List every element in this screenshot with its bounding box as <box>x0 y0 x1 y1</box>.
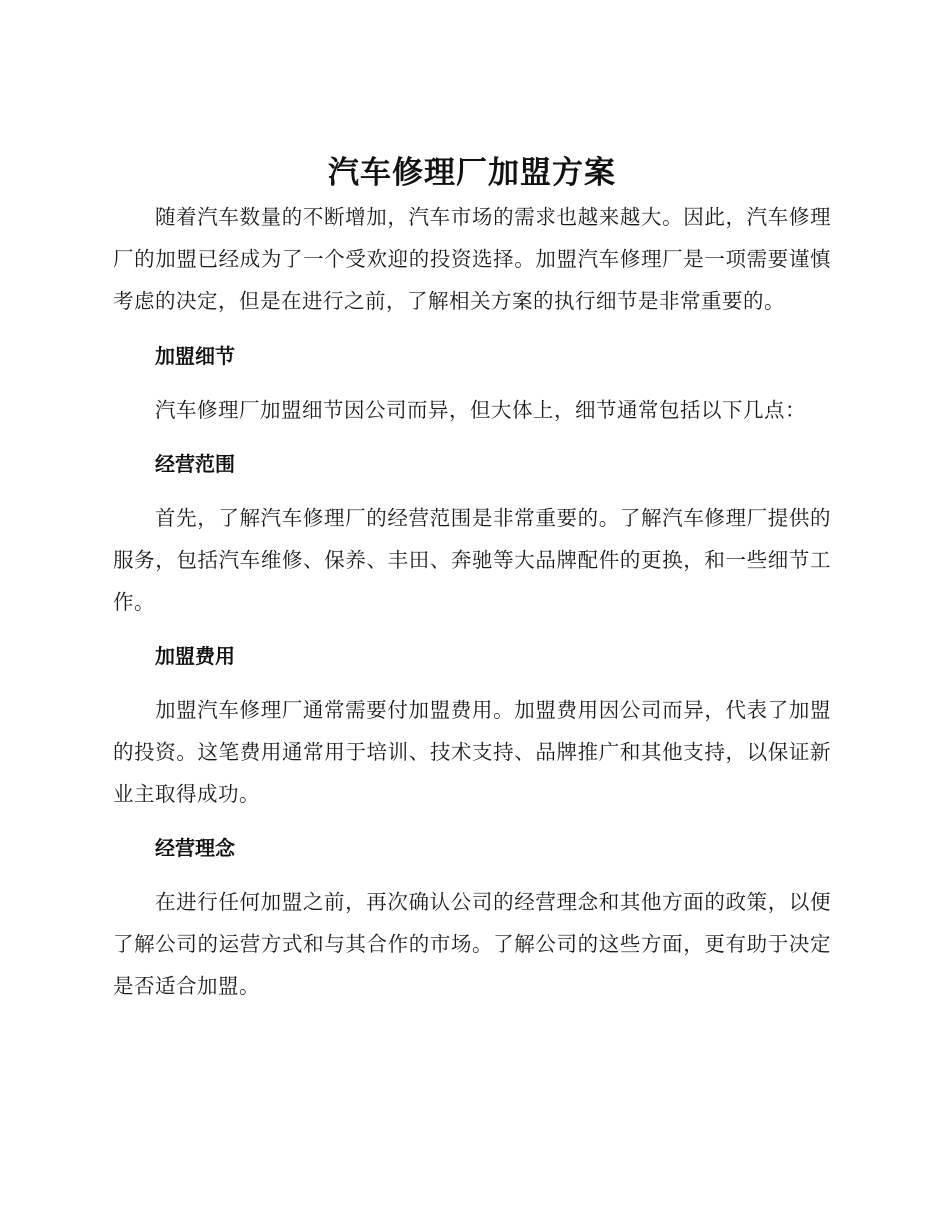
section-heading-scope: 经营范围 <box>155 452 235 476</box>
section-body-fees: 加盟汽车修理厂通常需要付加盟费用。加盟费用因公司而异，代表了加盟的投资。这笔费用通常用于培训、技术支持、品牌推广和其他支持，以保证新业主取得成功。 <box>113 698 831 806</box>
section-body-philosophy: 在进行任何加盟之前，再次确认公司的经营理念和其他方面的政策，以便了解公司的运营方式和与其合作的市场。了解公司的这些方面，更有助于决定是否适合加盟。 <box>113 890 831 998</box>
spacer <box>113 623 831 635</box>
section-heading-philosophy: 经营理念 <box>155 836 235 860</box>
spacer <box>113 815 831 827</box>
document-title: 汽车修理厂加盟方案 <box>328 155 616 191</box>
intro-paragraph: 随着汽车数量的不断增加，汽车市场的需求也越来越大。因此，汽车修理厂的加盟已经成为了一个受欢迎的投资选择。加盟汽车修理厂是一项需要谨慎考虑的决定，但是在进行之前，了解相关方案的执行细节是非常重要的。 <box>113 205 831 313</box>
spacer <box>113 377 831 389</box>
section-heading-fees: 加盟费用 <box>155 644 235 668</box>
section-body-details: 汽车修理厂加盟细节因公司而异，但大体上，细节通常包括以下几点： <box>155 398 806 422</box>
spacer <box>113 869 831 881</box>
document-content <box>113 150 831 1007</box>
section-heading-details: 加盟细节 <box>155 344 235 368</box>
spacer <box>113 431 831 443</box>
spacer <box>113 677 831 689</box>
section-body-scope: 首先，了解汽车修理厂的经营范围是非常重要的。了解汽车修理厂提供的服务，包括汽车维修、保养、丰田、奔驰等大品牌配件的更换，和一些细节工作。 <box>113 506 831 614</box>
spacer <box>113 322 831 335</box>
spacer <box>113 485 831 497</box>
